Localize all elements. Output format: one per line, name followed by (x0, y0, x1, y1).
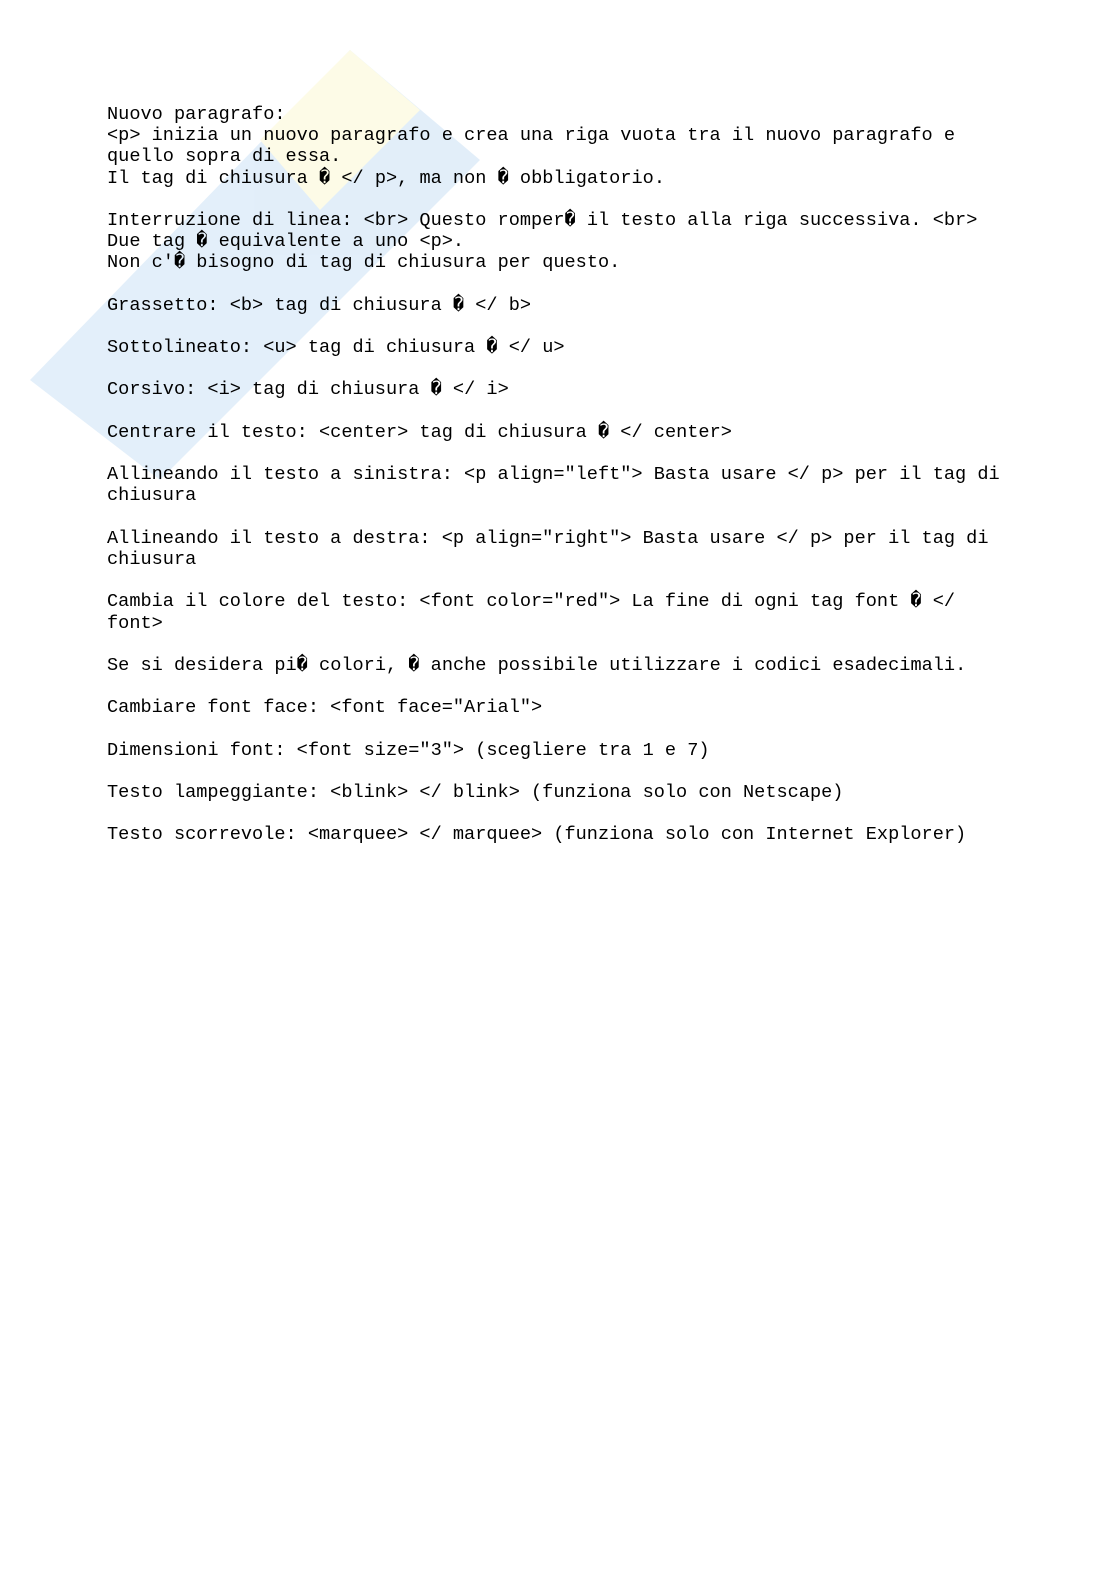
document-text (107, 104, 1037, 846)
blank-line (107, 634, 1037, 655)
blank-line (107, 274, 1037, 295)
blank-line (107, 761, 1037, 782)
text-line: Dimensioni font: <font size="3"> (scegliere tra 1 e 7) (107, 739, 710, 761)
text-line: chiusura (107, 485, 197, 507)
text-line: Grassetto: <b> tag di chiusura � </ b> (107, 294, 532, 316)
text-line: Interruzione di linea: <br> Questo romper� il testo alla riga successiva. <br> (107, 209, 978, 231)
blank-line (107, 316, 1037, 337)
blank-line (107, 401, 1037, 422)
text-line: Se si desidera pi� colori, � anche possibile utilizzare i codici esadecimali. (107, 654, 967, 676)
text-line: font> (107, 612, 163, 634)
blank-line (107, 718, 1037, 739)
text-line: Il tag di chiusura � </ p>, ma non � obbligatorio. (107, 167, 665, 189)
text-line: Cambiare font face: <font face="Arial"> (107, 697, 543, 719)
text-line: Sottolineato: <u> tag di chiusura � </ u> (107, 337, 565, 359)
text-line: Non c'� bisogno di tag di chiusura per questo. (107, 252, 621, 274)
blank-line (107, 803, 1037, 824)
text-line: Allineando il testo a destra: <p align="right"> Basta usare </ p> per il tag di (107, 527, 989, 549)
text-line: Cambia il colore del testo: <font color="red"> La fine di ogni tag font � </ (107, 591, 956, 613)
text-line: Nuovo paragrafo: (107, 104, 286, 125)
text-line: Due tag � equivalente a uno <p>. (107, 231, 465, 253)
text-line: Corsivo: <i> tag di chiusura � </ i> (107, 379, 509, 401)
text-line: Testo scorrevole: <marquee> </ marquee> (funziona solo con Internet Explorer) (107, 824, 967, 846)
blank-line (107, 443, 1037, 464)
blank-line (107, 570, 1037, 591)
text-line: <p> inizia un nuovo paragrafo e crea una riga vuota tra il nuovo paragrafo e (107, 125, 956, 147)
blank-line (107, 676, 1037, 697)
text-line: Allineando il testo a sinistra: <p align="left"> Basta usare </ p> per il tag di (107, 464, 1000, 486)
blank-line (107, 189, 1037, 210)
text-line: chiusura (107, 548, 197, 570)
text-line: quello sopra di essa. (107, 146, 342, 168)
text-line: Testo lampeggiante: <blink> </ blink> (funziona solo con Netscape) (107, 782, 844, 803)
text-line: Centrare il testo: <center> tag di chiusura � </ center> (107, 421, 732, 443)
blank-line (107, 358, 1037, 379)
blank-line (107, 507, 1037, 528)
